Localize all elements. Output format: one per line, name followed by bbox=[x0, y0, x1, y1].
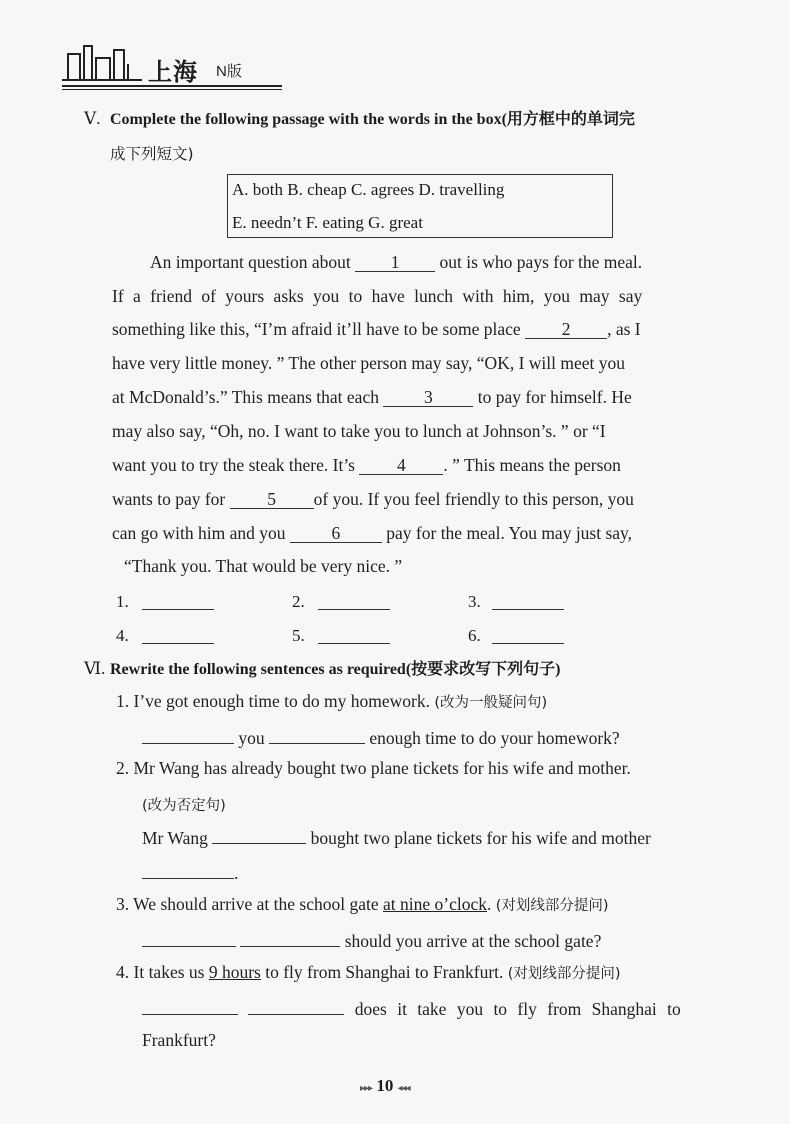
passage-line-8 bbox=[112, 489, 634, 510]
answer-number: 3. bbox=[468, 592, 481, 611]
answer-text: you bbox=[238, 728, 265, 748]
blank-3[interactable]: 3 bbox=[383, 388, 473, 407]
blank-6[interactable]: 6 bbox=[290, 524, 382, 543]
question-3 bbox=[116, 894, 609, 915]
question-note: (改为一般疑问句) bbox=[434, 695, 548, 711]
page-number-text: 10 bbox=[376, 1076, 394, 1095]
section-5-title-cont: 成下列短文) bbox=[110, 145, 194, 163]
section-6-title-text: Rewrite the following sentences as required(按要求改写下列句子) bbox=[110, 661, 561, 678]
answer-line-3[interactable] bbox=[492, 608, 564, 610]
passage-line-2: If a friend of yours asks you to have lunch with him, you may say bbox=[112, 286, 643, 306]
answer-number: 1. bbox=[116, 592, 129, 611]
passage-text: , as I bbox=[607, 319, 641, 339]
section-5-numeral: Ⅴ. bbox=[84, 109, 101, 128]
answer-2 bbox=[142, 825, 651, 849]
question-text: 4. It takes us bbox=[116, 962, 205, 982]
answer-text: enough time to do your homework? bbox=[369, 728, 620, 748]
answer-number: 6. bbox=[468, 626, 481, 645]
answer-text: should you arrive at the school gate? bbox=[344, 931, 602, 951]
question-text: 1. I’ve got enough time to do my homework. bbox=[116, 691, 430, 711]
answer-text: does it take you to fly from Shanghai to bbox=[354, 999, 681, 1019]
answer-line-1[interactable] bbox=[142, 608, 214, 610]
left-arrows-icon: ▸▸▸ bbox=[360, 1083, 373, 1094]
section-6-numeral: Ⅵ. bbox=[84, 659, 106, 678]
answer-line-6[interactable] bbox=[492, 642, 564, 644]
answer-4-cont: Frankfurt? bbox=[142, 1030, 216, 1050]
passage-text: wants to pay for bbox=[112, 489, 226, 509]
header-divider bbox=[62, 85, 282, 87]
answer-number: 2. bbox=[292, 592, 305, 611]
passage-line-10: “Thank you. That would be very nice. ” bbox=[124, 556, 403, 576]
page-number bbox=[360, 1076, 410, 1096]
passage-text: want you to try the steak there. It’s bbox=[112, 455, 355, 475]
answer-blank[interactable] bbox=[212, 825, 306, 844]
word-box-row-1: A. both B. cheap C. agrees D. travelling bbox=[232, 180, 505, 199]
building-logo-icon bbox=[62, 42, 142, 84]
answer-blank[interactable] bbox=[142, 725, 234, 744]
answer-blank[interactable] bbox=[142, 860, 234, 879]
answer-number: 4. bbox=[116, 626, 129, 645]
word-box-row-2: E. needn’t F. eating G. great bbox=[232, 213, 423, 232]
passage-text: An important question about bbox=[150, 252, 351, 272]
header-divider-thin bbox=[62, 89, 282, 90]
blank-2[interactable]: 2 bbox=[525, 320, 607, 339]
word-box bbox=[227, 174, 613, 238]
answer-line-2[interactable] bbox=[318, 608, 390, 610]
question-note: (改为否定句) bbox=[142, 798, 226, 814]
passage-line-7 bbox=[112, 455, 621, 476]
answer-blank[interactable] bbox=[248, 996, 344, 1015]
blank-5[interactable]: 5 bbox=[230, 490, 314, 509]
question-1 bbox=[116, 691, 547, 712]
answer-2-cont bbox=[142, 860, 238, 884]
question-text: . bbox=[487, 894, 492, 914]
answer-4 bbox=[142, 996, 681, 1020]
question-4 bbox=[116, 962, 621, 983]
passage-line-5 bbox=[112, 387, 632, 408]
passage-text: of you. If you feel friendly to this person, you bbox=[313, 489, 634, 509]
answer-line-5[interactable] bbox=[318, 642, 390, 644]
question-note: (对划线部分提问) bbox=[507, 966, 621, 982]
passage-text: . ” This means the person bbox=[443, 455, 621, 475]
passage-line-6: may also say, “Oh, no. I want to take you to lunch at Johnson’s. ” or “I bbox=[112, 421, 606, 441]
answer-text: bought two plane tickets for his wife and mother bbox=[310, 828, 651, 848]
section-5-title-text: Complete the following passage with the words in the box(用方框中的单词完 bbox=[110, 111, 635, 128]
question-note: (对划线部分提问) bbox=[495, 898, 609, 914]
blank-1[interactable]: 1 bbox=[355, 253, 435, 272]
edition-label: N版 bbox=[216, 63, 242, 80]
passage-text: something like this, “I’m afraid it’ll have to be some place bbox=[112, 319, 521, 339]
section-5-title bbox=[84, 106, 635, 129]
passage-line-3 bbox=[112, 319, 641, 340]
passage-text: can go with him and you bbox=[112, 523, 286, 543]
answer-blank[interactable] bbox=[269, 725, 365, 744]
answer-text: . bbox=[234, 863, 239, 883]
answer-blank[interactable] bbox=[142, 996, 238, 1015]
question-text: to fly from Shanghai to Frankfurt. bbox=[265, 962, 504, 982]
underlined-phrase: at nine o’clock bbox=[383, 894, 487, 914]
answer-3 bbox=[142, 928, 601, 952]
question-2: 2. Mr Wang has already bought two plane tickets for his wife and mother. bbox=[116, 758, 631, 778]
underlined-phrase: 9 hours bbox=[208, 962, 261, 982]
answer-text: Mr Wang bbox=[142, 828, 208, 848]
answer-blank[interactable] bbox=[142, 928, 236, 947]
passage-text: pay for the meal. You may just say, bbox=[386, 523, 633, 543]
passage-text: to pay for himself. He bbox=[477, 387, 632, 407]
passage-line-9 bbox=[112, 523, 632, 544]
passage-line-1 bbox=[150, 252, 642, 273]
section-6-title bbox=[84, 656, 560, 679]
answer-line-4[interactable] bbox=[142, 642, 214, 644]
passage-line-4: have very little money. ” The other person may say, “OK, I will meet you bbox=[112, 353, 626, 373]
answer-blank[interactable] bbox=[240, 928, 340, 947]
question-text: 3. We should arrive at the school gate bbox=[116, 894, 379, 914]
answer-number: 5. bbox=[292, 626, 305, 645]
brand-title: 上海 bbox=[148, 58, 198, 86]
blank-4[interactable]: 4 bbox=[359, 456, 443, 475]
page-header bbox=[62, 36, 282, 92]
right-arrows-icon: ◂◂◂ bbox=[397, 1083, 410, 1094]
passage-text: at McDonald’s.” This means that each bbox=[112, 387, 379, 407]
answer-1 bbox=[142, 725, 620, 749]
passage-text: out is who pays for the meal. bbox=[439, 252, 643, 272]
